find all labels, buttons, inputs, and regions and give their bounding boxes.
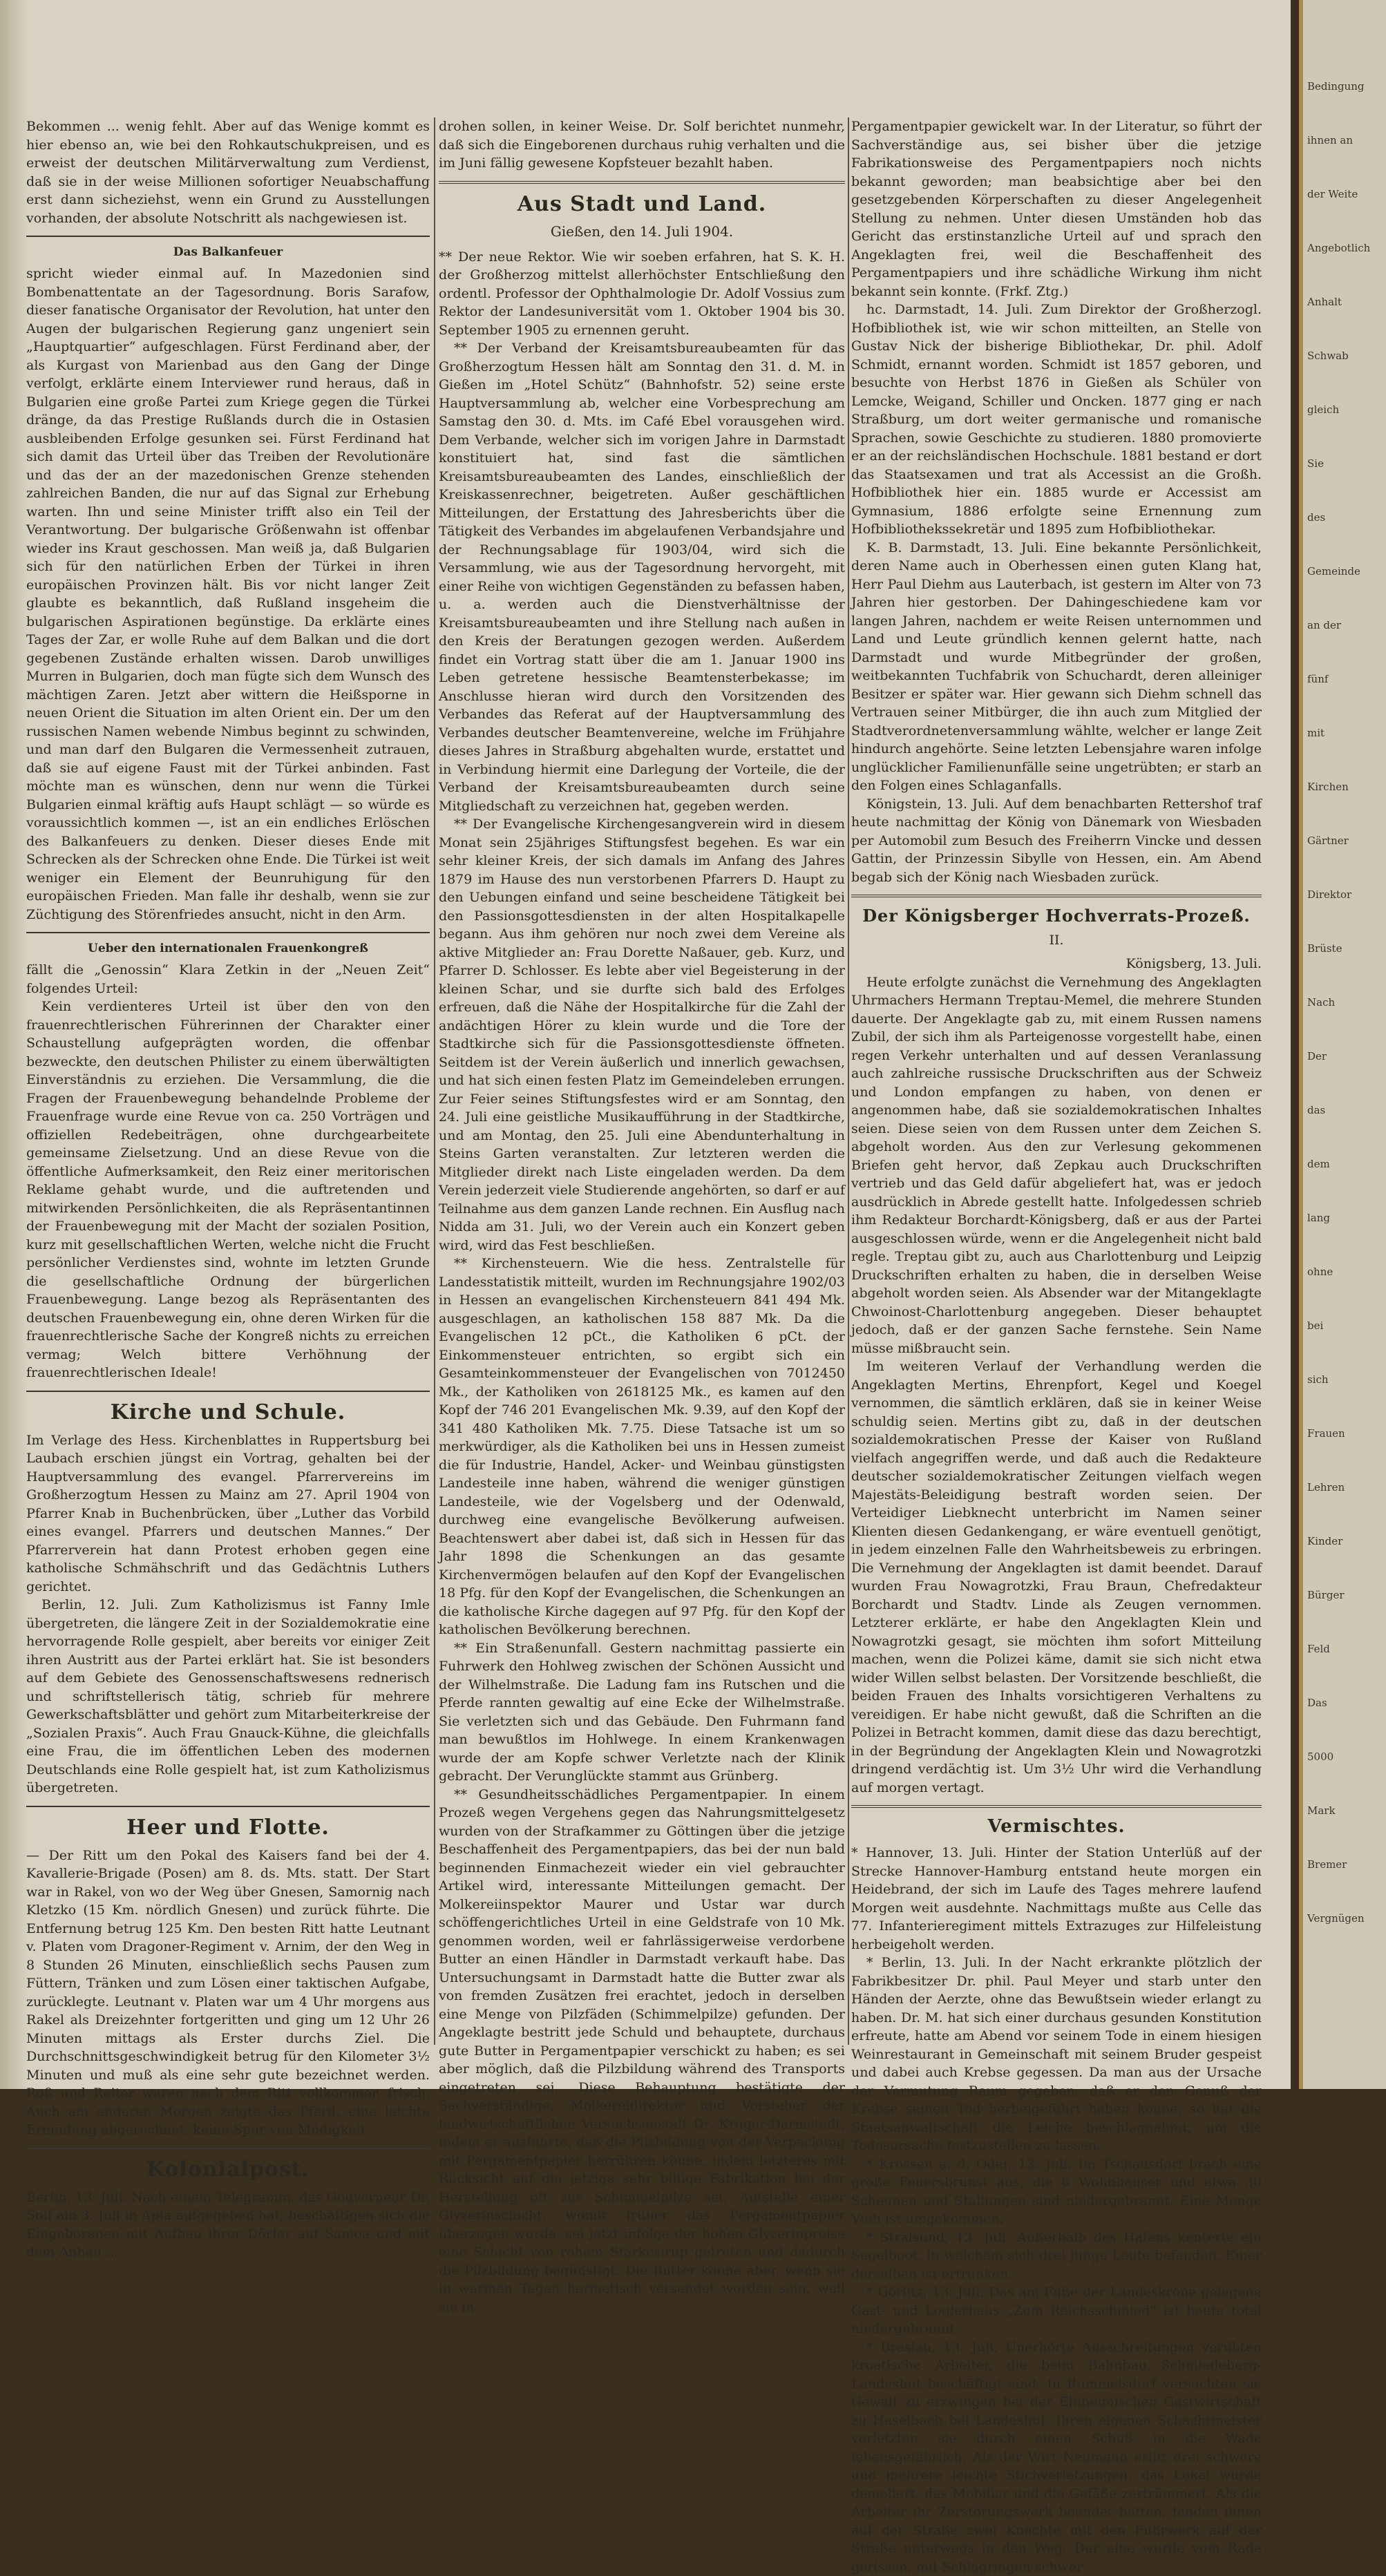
col1-intro: Bekommen ... wenig fehlt. Aber auf das Wenige kommt es hier ebenso an, wie bei den Rohkautschukpreisen, und es erweist der deutschen Militärverwaltung zum Verdienst, daß sie in der weise Millionen sofortiger Neuabschaffung erst dann sicheziehst, wenn ein Grund zu Ausstellungen vorhanden, der absolute Notschritt als nachgewiesen ist. [26,117,430,227]
vermischtes-text-3: * Krossen a. d. Oder, 13. Juli. Im Tschausdorf brach eine große Feuersbrunst aus, die 6 Wohnhäuser und etwa 30 Scheunen und Stallungen sind niedergebrannt. Eine Menge Vieh ist umgekommen. [851,2155,1262,2229]
stadt-heading: Aus Stadt und Land. [439,192,845,216]
kirche-heading: Kirche und Schule. [26,1400,430,1424]
frauen-text-2: Kein verdienteres Urteil ist über den von den frauenrechtlerischen Führerinnen der Charakter einer Schaustellung aufgeprägten worden, die offenbar bezweckte, den deutschen Philister zu einem überwältigten Einverständnis zu erziehen. Die Versammlung, die die Fragen der Frauenbewegung behandelnde Probleme der Frauenfrage wurde eine Revue von ca. 250 Vorträgen und offiziellen Redebeiträgen, ohne durchgearbeitete gemeinsame Zielsetzung. Und an diese Revue von die öffentliche Aufmerksamkeit, den Reiz einer meritorischen Reklame gehabt wurde, und die auftretenden und mitwirkenden Persönlichkeiten, die als Repräsentantinnen der Frauenbewegung mit der Macht der sozialen Position, kurz mit gesellschaftlichen Werten, welche nicht die Frucht persönlicher Verdienstes sind, wohnte im letzten Grunde die gesellschaftliche Ordnung der bürgerlichen Frauenbewegung. Lange bezog als Repräsentanten des deutschen Frauenbewegung ein, ohne deren Wirken für die frauenrechtlerische Sache der Kongreß nichts zu erreichen vermag; Welch bittere Verhöhnung der frauenrechtlerischen Ideale! [26,998,430,1382]
vermischtes-text-5: * Görlitz, 13. Juli. Das am Fuße der Landeskrone gelegene Gast- und Logierhaus „Zum Reichsschmied“ ist heute total niedergebrannt. [851,2283,1262,2338]
adjacent-page-line: Direktor [1303,884,1386,905]
koenigsberg-sub: II. [851,933,1262,948]
adjacent-page-line: das [1303,1100,1386,1120]
col3-intro-3: K. B. Darmstadt, 13. Juli. Eine bekannte Persönlichkeit, deren Name auch in Oberhessen einen guten Klang hat, Herr Paul Diehm aus Lauterbach, ist gestern im Alter von 73 Jahren hier gestorben. Der Dahingeschiedene kam vor langen Jahren, nachdem er weite Reisen unternommen und Land und Leute gründlich kennen gelernt hatte, nach Darmstadt und wurde Mitbegründer der großen, weitbekannten Tuchfabrik von Schuchardt, deren alleiniger Besitzer er später war. Hier gewann sich Diehm schnell das Vertrauen seiner Mitbürger, die ihn auch zum Mitglied der Stadtverordnetenversammlung wählte, welcher er lange Zeit hindurch angehörte. Seine letzten Lebensjahre waren infolge unglücklicher Familienunfälle seine ungetrübten; er starb an den Folgen eines Schlaganfalls. [851,539,1262,795]
adjacent-page-line: Bedingung [1303,76,1386,97]
vermischtes-text-6: * Breslau, 13. Juli. Unerhörte Ausschreitungen verübten kroatische Arbeiter, die beim Bahnbau Schmiedeberg-Landeshut beschäftigt sind. In Rummelsdorf versuchten sie Gewalt zu erzwingen bei der Einheimischen Gastwirtschaft zu Haselbach bei Landeshut. Ihren eigenen Schachtmeister verletzten sie durch einen Schuß in die Wade lebensgefährlich. Als der Wirt Neumann erlitt drei schwere und mehrere leichte Stichverletzungen, das Lokal wurde demoliert, das Mobiliar und die Gefäße zertrümmert. Als die Arbeiter ihr Zerstörungswerk beendet hatten, fanden ihnen auf der Straße zwei Knechte mit den Fuhrwerk auf der Straße unterwegs in den Weg. Der eine wurde vom Rade gerissen, mit Schlagringen schwer [851,2338,1262,2576]
kirche-text-2: Berlin, 12. Juli. Zum Katholizismus ist Fanny Imle übergetreten, die längere Zeit in der Sozialdemokratie eine hervorragende Rolle gespielt, aber bereits vor einiger Zeit ihren Austritt aus der Partei erklärt hat. Sie ist besonders auf dem Gebiete des Genossenschaftswesens rednerisch und schriftstellerisch tätig, schrieb für mehrere Gewerkschaftsblätter und gehört zum Mitarbeiterkreise der „Sozialen Praxis“. Auch Frau Gnauck-Kühne, die gleichfalls eine Frau, die im öffentlichen Leben des modernen Deutschlands eine Rolle gespielt hat, ist zum Katholizismus übergetreten. [26,1596,430,1797]
adjacent-page-line: bei [1303,1315,1386,1336]
heer-text: — Der Ritt um den Pokal des Kaisers fand bei der 4. Kavallerie-Brigade (Posen) am 8. ds. Mts. statt. Der Start war in Rakel, von wo der Weg über Gnesen, Samornig nach Kletzko (15 Km. nördlich Gnesen) und zurück führte. Die Entfernung betrug 125 Km. Den besten Ritt hatte Leutnant v. Platen vom Dragoner-Regiment v. Arnim, der den Weg in 8 Stunden 26 Minuten, einschließlich sechs Pausen zum Füttern, Tränken und zum Lösen einer taktischen Aufgabe, zurücklegte. Leutnant v. Platen war um 4 Uhr morgens aus Rakel als Dreizehnter fortgeritten und ging um 12 Uhr 26 Minuten mittags als Erster durchs Ziel. Die Durchschnittsgeschwindigkeit betrug für den Kilometer 3½ Minuten und muß als eine sehr gute bezeichnet werden. Roß und Reiter waren nach dem Ritt vollkommen frisch. Auch am anderen Morgen zeigte das Pferd, eine leichte Ermüdung abgerechnet, keine Spur von Müdigkeit. [26,1847,430,2139]
vermischtes-text-1: * Hannover, 13. Juli. Hinter der Station Unterlüß auf der Strecke Hannover-Hamburg entstand heute morgen ein Heidebrand, der sich im Laufe des Tages mehrere laufend Morgen weit ausdehnte. Nachmittags mußte aus Celle das 77. Infanterieregiment mittels Extrazuges zur Hilfeleistung herbeigeholt werden. [851,1844,1262,1954]
adjacent-page-line: Kirchen [1303,776,1386,797]
adjacent-page-line: Sie [1303,453,1386,474]
adjacent-page-line: 5000 [1303,1746,1386,1767]
stadt-text-4: ** Kirchensteuern. Wie die hess. Zentralstelle für Landesstatistik mitteilt, wurden im Rechnungsjahre 1902/03 in Hessen an evangelischen Kirchensteuern 841 494 Mk. ausgeschlagen, an katholischen 158 887 Mk. Da die Evangelischen 12 pCt., die Katholiken 6 pCt. der Einkommensteuer entrichten, so ergibt sich ein Gesamteinkommensteuer der Evangelischen von 7012450 Mk., der Katholiken von 2618125 Mk., es kamen auf den Kopf der 746 201 Evangelischen Mk. 9.39, auf den Kopf der 341 480 Katholiken Mk. 7.75. Diese Tatsache ist um so merkwürdiger, als die Katholiken bei uns in Hessen zumeist die für Industrie, Handel, Acker- und Weinbau günstigsten Landesteile inne haben, während die weniger günstigen Landesteile, wie der Vogelsberg und der Odenwald, durchweg eine evangelische Bevölkerung aufweisen. Beachtenswert aber dabei ist, daß sich in Hessen für das Jahr 1898 die Schenkungen an das gesamte Kirchenvermögen belaufen auf den Kopf der Evangelischen 18 Pfg. für den Kopf der Evangelischen, die Schenkungen an die katholische Kirche dagegen auf 97 Pfg. für den Kopf der katholischen Bevölkerung berechnen. [439,1254,845,1639]
stadt-text-6: ** Gesundheitsschädliches Pergamentpapier. In einem Prozeß wegen Vergehens gegen das Nahrungsmittelgesetz wurden von der Strafkammer zu Göttingen über die jetzige Beschaffenheit des Pergamentpapiers, das bei der nun bald beginnenden Einmachezeit wieder ein viel gebrauchter Artikel wird, interessante Mitteilungen gemacht. Der Molkereiinspektor Maurer und Ustar war durch schöffengerichtliches Urteil in eine Geldstrafe von 10 Mk. genommen worden, weil er fahrlässigerweise verdorbene Butter an einen Händler in Darmstadt verkauft habe. Das Untersuchungsamt in Darmstadt hatte die Butter zwar als von fremden Zusätzen frei erachtet, jedoch in derselben eine Menge von Pilzfäden (Schimmelpilze) gefunden. Der Angeklagte bestritt jede Schuld und behauptete, durchaus gute Butter in Pergamentpapier verschickt zu haben; es sei aber möglich, daß die Pilzbildung während des Transports eingetreten sei. Diese Behauptung bestätigte der Sachverständige, Molkereidirektor und Vorsteher der landwirtschaftlichen Versuchsanstalt Dr. Krüger-Darmstadt, indem er ausführte, daß die Pilzbildung von der Verpackung mit Pergamentpapier herrühren könne, indem letzteres mit Rücksicht auf die jetzige sehr billige Fabrikation bei der Herstellung oft zur Schimmelpilze sei. Aufstelle einer Glyzerinschicht, womit früher das Pergamentpapier überzogen wurde, sei jetzt infolge der hohen Glyzerinpreise eine Schicht von rohem Stärkesirup getreten und dadurch die Pilzbildung begünstigt. Die Butter könne aber, wenn sie in warmen Tagen hermetisch versendet worden sein, weil sie in [439,1786,845,2317]
adjacent-page-line: Lehren [1303,1477,1386,1498]
adjacent-page-line: Das [1303,1692,1386,1713]
adjacent-page-line: Brüste [1303,938,1386,959]
adjacent-page-line: Frauen [1303,1423,1386,1444]
adjacent-page-line: Bremer [1303,1854,1386,1875]
column-2 [439,117,845,2052]
adjacent-page-line: Gemeinde [1303,561,1386,582]
column-rule [848,117,849,2045]
divider [26,236,430,237]
col3-intro-1: Pergamentpapier gewickelt war. In der Literatur, so führt der Sachverständige aus, sei bisher über die jetzige Fabrikationsweise des Pergamentpapiers noch nichts bekannt geworden; man beabsichtige aber bei den gesetzgebenden Körperschaften zu dieser Angelegenheit Stellung zu nehmen. Unter diesen Umständen hob das Gericht das erstinstanzliche Urteil auf und sprach den Angeklagten frei, weil die Beschaffenheit des Pergamentpapiers und ihre schädliche Wirkung ihm nicht bekannt sein konnte. (Frkf. Ztg.) [851,117,1262,300]
adjacent-page-line: Schwab [1303,345,1386,366]
adjacent-page-line: Nach [1303,992,1386,1013]
adjacent-page-line: Vergnügen [1303,1908,1386,1929]
stadt-text-1: ** Der neue Rektor. Wie wir soeben erfahren, hat S. K. H. der Großherzog mittelst allerhöchster Entschließung den ordentl. Professor der Ophthalmologie Dr. Adolf Vossius zum Rektor der Landesuniversität vom 1. Oktober 1904 bis 30. September 1905 zu ernennen geruht. [439,248,845,340]
stadt-text-2: ** Der Verband der Kreisamtsbureaubeamten für das Großherzogtum Hessen hält am Sonntag den 31. d. M. in Gießen im „Hotel Schütz“ (Bahnhofstr. 52) seine erste Hauptversammlung ab, welcher eine Vorbesprechung am Samstag den 30. d. Mts. im Café Ebel vorausgehen wird. Dem Verbande, welcher sich im vorigen Jahre in Darmstadt konstituiert hat, sind fast die sämtlichen Kreisamtsbureaubeamten des Landes, einschließlich der Kreiskassenrechner, beigetreten. Außer geschäftlichen Mitteilungen, der Erstattung des Jahresberichts über die Tätigkeit des Verbandes im abgelaufenen Verbandsjahre und der Rechnungsablage für 1903/04, wird sich die Versammlung, wie aus der Tagesordnung hervorgeht, mit einer Reihe von wichtigen Gegenständen zu befassen haben, u. a. werden auch die Dienstverhältnisse der Kreisamtsbureaubeamten und ihre Stellung nach außen in den Kreis der Beratungen gezogen werden. Außerdem findet ein Vortrag statt über die am 1. Januar 1900 ins Leben getretene hessische Beamtensterbekasse; im Anschlusse hieran wird durch den Vorsitzenden des Verbandes das Referat auf der Hauptversammlung des Verbandes deutscher Beamtenvereine, welche im Frühjahre dieses Jahres in Straßburg abgehalten wurde, erstattet und in Verbindung hiermit eine Darlegung der Vorteile, die der Verband der Kreisamtsbureaubeamten durch seine Mitgliedschaft zu verzeichnen hat, gegeben werden. [439,339,845,815]
adjacent-page-line: Angebotlich [1303,238,1386,258]
adjacent-page-line: Kinder [1303,1531,1386,1552]
koenigsberg-text-1: Heute erfolgte zunächst die Vernehmung des Angeklagten Uhrmachers Hermann Treptau-Memel, die mehrere Stunden dauerte. Der Angeklagte gab zu, mit einem Russen namens Zubil, der sich ihm als Parteigenosse vorgestellt habe, einen regen Verkehr unterhalten und auf dessen Veranlassung auch zahlreiche russische Druckschriften aus der Schweiz und London empfangen zu haben, von denen er angenommen habe, daß sie sozialdemokratischen Inhaltes seien. Diese seien von dem Russen unter dem Zeichen S. abgeholt worden. Aus den zur Verlesung gekommenen Briefen geht hervor, daß Zepkau auch Druckschriften vertrieb und das Geld dafür abgeliefert hat, was er jedoch ausdrücklich in Abrede gestellt hatte. Infolgedessen schrieb ihm Redakteur Borchardt-Königsberg, daß er aus der Partei ausgeschlossen würde, wenn er die Angelegenheit nicht bald regle. Treptau gibt zu, auch aus Charlottenburg und Leipzig Druckschriften erhalten zu haben, die in derselben Weise abgeholt worden seien. Als Absender war der Mitangeklagte Chwoinost-Charlottenburg angegeben. Dieser behauptet jedoch, daß er der ganzen Sache fernstehe. Sein Name müsse mißbraucht sein. [851,973,1262,1358]
adjacent-page-line: Mark [1303,1800,1386,1821]
col3-intro-4: Königstein, 13. Juli. Auf dem benachbarten Rettershof traf heute nachmittag der König von Dänemark von Wiesbaden per Automobil zum Besuch des Freiherrn Vincke und dessen Gattin, der Prinzessin Sibylle von Hessen, ein. Am Abend begab sich der König nach Wiesbaden zurück. [851,795,1262,887]
balkan-text: spricht wieder einmal auf. In Mazedonien sind Bombenattentate an der Tagesordnung. Boris Sarafow, dieser fanatische Organisator der Revolution, hat unter den Augen der bulgarischen Regierung ganz ungeniert sein „Hauptquartier“ aufgeschlagen. Fürst Ferdinand aber, der als Kurgast von Marienbad aus den Gang der Dinge verfolgt, erklärte einem Interviewer rund heraus, daß in Bulgarien eine große Partei zum Kriege gegen die Türkei dränge, da das Prestige Rußlands durch die in Ostasien ausbleibenden Erfolge gesunken sei. Fürst Ferdinand hat sich damit das Urteil über das Treiben der Revolutionäre und das der an der mazedonischen Grenze stehenden zahlreichen Banden, die nur auf das Signal zur Erhebung warten. Ihn und seine Minister trifft also ein Teil der Verantwortung. Der bulgarische Größenwahn ist offenbar wieder ins Kraut geschossen. Man weiß ja, daß Bulgarien sich für den natürlichen Erben der Türkei in ihren europäischen Provinzen hält. Bis vor nicht langer Zeit glaubte es bekanntlich, daß Rußland insgeheim die bulgarischen Aspirationen begünstige. Da erklärte eines Tages der Zar, er wolle Ruhe auf dem Balkan und die dort gegebenen Zustände erhalten wissen. Darob unwilliges Murren in Bulgarien, doch man fügte sich dem Wunsch des mächtigen Zaren. Jetzt aber wittern die Heißsporne in neuen Orient die Situation im alten Orient ein. Der um den russischen Namen webende Nimbus beginnt zu schwinden, und man darf den Bulgaren die Vermessenheit zutrauen, daß sie auf eigene Faust mit der Türkei anbinden. Fast möchte man es wünschen, denn nur wenn die Türkei Bulgarien einmal kräftig aufs Haupt schlägt — so würde es voraussichtlich kommen —, ist an ein endliches Erlöschen des Balkanfeuers zu denken. Dieser dieses Ende mit Schrecken als der Schrecken ohne Ende. Die Türkei ist weit weniger ein Element der Beunruhigung für den europäischen Frieden. Man falle ihr deshalb, wenn sie zur Züchtigung des Störenfriedes ansucht, nicht in den Arm. [26,265,430,924]
adjacent-page-line: ohne [1303,1261,1386,1282]
divider [26,932,430,933]
heer-heading: Heer und Flotte. [26,1815,430,1840]
adjacent-page-line: Feld [1303,1639,1386,1659]
adjacent-page-line: Anhalt [1303,292,1386,312]
adjacent-page-line: ihnen an [1303,130,1386,151]
divider [26,2148,430,2149]
divider [26,1391,430,1392]
adjacent-page-line: sich [1303,1369,1386,1390]
frauen-heading: Ueber den internationalen Frauenkongreß [26,942,430,955]
dateline: Gießen, den 14. Juli 1904. [439,223,845,240]
koenigsberg-heading: Der Königsberger Hochverrats-Prozeß. [851,906,1262,926]
divider [439,181,845,184]
kolonial-text: Berlin, 13. Juli. Nach einem Telegramm, das Gouverneur Dr. Solf am 3. Juli in Apia aufgegeben hat, beschäftigen sich die Eingeborenen mit Aufbau ihrer Dörfer auf Samoa und mit dem Anbau ... [26,2188,430,2262]
balkan-heading: Das Balkanfeuer [26,245,430,259]
kolonial-heading: Kolonialpost. [26,2157,430,2182]
divider [851,1805,1262,1808]
stadt-text-5: ** Ein Straßenunfall. Gestern nachmittag passierte ein Fuhrwerk den Hohlweg zwischen der Schönen Aussicht und der Wilhelmstraße. Die Ladung fam ins Rutschen und die Pferde rannten gewaltig auf eine Ecke der Wilhelmstraße. Sie verletzten sich und das Gebäude. Den Fuhrmann fand man bewußtlos im Hohlwege. In einem Krankenwagen wurde der am Kopfe schwer Verletzte nach der Klinik gebracht. Der Verunglückte stammt aus Grünberg. [439,1639,845,1786]
adjacent-page-line: gleich [1303,399,1386,420]
vermischtes-text-4: * Stralsund, 13. Juli. Außerhalb des Hafens kenterte ein Segelboot, in welchem sich drei junge Leute befanden. Einer derselben ist ertrunken. [851,2229,1262,2284]
adjacent-page-line: des [1303,507,1386,528]
col2-intro: drohen sollen, in keiner Weise. Dr. Solf berichtet nunmehr, daß sich die Eingeborenen durchaus ruhig verhalten und die im Juni fällig gewesene Kopfsteuer bezahlt haben. [439,117,845,173]
divider [851,895,1262,897]
koenigsberg-text-2: Im weiteren Verlauf der Verhandlung werden die Angeklagten Mertins, Ehrenpfort, Kegel und Koegel vernommen, die sämtlich erklären, daß sie in keiner Weise schuldig seien. Mertins gibt zu, daß in der deutschen sozialdemokratischen Presse der Kaiser von Rußland vielfach angegriffen werde, und daß auch die Redakteure deutscher sozialdemokratischer Zeitungen vielfach wegen Majestäts-Beleidigung bestraft worden seien. Der Verteidiger Liebknecht unterbricht im Namen seiner Klienten diesen Gedankengang, er wäre eventuell genötigt, in jedem einzelnen Falle den Wahrheitsbeweis zu erbringen. Die Vernehmung der Angeklagten ist damit beendet. Darauf wurden Frau Nowagrotzki, Frau Braun, Chefredakteur Borchardt und Stadtv. Linde als Zeugen vernommen. Letzterer erklärte, er habe den Angeklagten Klein und Nowagrotzki gesagt, sie möchten ihm sofort Mitteilung machen, wenn die Polizei käme, damit sie sich nicht etwa wider Willen selbst belasten. Der Vorsitzende beschließt, die beiden Frauen des Inhalts vorsichtigeren Verhaltens zu vereidigen. Er habe nicht gewußt, daß die Schriften an die Polizei in Betracht kommen, damit diese das dazu berechtigt, in der Begründung der Angeklagten Klein und Nowagrotzki dringend verdächtig ist. Um 3½ Uhr wird die Verhandlung auf morgen vertagt. [851,1357,1262,1797]
adjacent-page-line: Der [1303,1046,1386,1067]
column-3 [851,117,1262,2052]
frauen-text-1: fällt die „Genossin“ Klara Zetkin in der „Neuen Zeit“ folgendes Urteil: [26,961,430,998]
page-edge [0,0,28,2089]
divider [26,1806,430,1807]
adjacent-page-line: an der [1303,615,1386,636]
vermischtes-heading: Vermischtes. [851,1816,1262,1837]
adjacent-page-line: mit [1303,723,1386,743]
col3-intro-2: hc. Darmstadt, 14. Juli. Zum Direktor der Großherzogl. Hofbibliothek ist, wie wir schon mitteilten, an Stelle von Gustav Nick der bisherige Bibliothekar, Dr. phil. Adolf Schmidt, ernannt worden. Schmidt ist 1857 geboren, und besuchte von Herbst 1876 in Gießen als Schüler von Lemcke, Weigand, Schiller und Oncken. 1877 ging er nach Straßburg, um dort weiter germanische und romanische Sprachen, sowie Geschichte zu studieren. 1880 promovierte er an der reichsländischen Hochschule. 1881 bestand er dort das Staatsexamen und trat als Accessist an die Großh. Hofbibliothek hier ein. 1885 wurde er Accessist am Gymnasium, 1886 erfolgte seine Ernennung zum Hofbibliothekssekretär und 1895 zum Hofbibliothekar. [851,300,1262,539]
adjacent-page-line: Gärtner [1303,830,1386,851]
adjacent-page-strip [1299,0,1386,2089]
column-1 [26,117,430,2052]
kirche-text-1: Im Verlage des Hess. Kirchenblattes in Ruppertsburg bei Laubach erschien jüngst ein Vortrag, gehalten bei der Hauptversammlung des evangel. Pfarrervereins im Großherzogtum Hessen zu Mainz am 27. April 1904 von Pfarrer Knab in Buchenbrücken, über „Luther das Vorbild eines evangel. Pfarrers und deutschen Mannes.“ Der Pfarrerverein hat dann Protest erhoben gegen eine katholische Schmähschrift und das Gedächtnis Luthers gerichtet. [26,1431,430,1596]
adjacent-page-line: der Weite [1303,184,1386,204]
column-rule [434,117,435,2045]
stadt-text-3: ** Der Evangelische Kirchengesangverein wird in diesem Monat sein 25jähriges Stiftungsfest begehen. Es war ein sehr kleiner Kreis, der sich damals im Anfang des Jahres 1879 im Hause des nun verstorbenen Pfarrers D. Haupt zu den Uebungen einfand und seine bescheidene Tätigkeit bei den Passionsgottesdiensten in der alten Hospitalkapelle begann. Aus ihm gehören nur noch zwei dem Vereine als aktive Mitglieder an: Frau Dorette Naßauer, geb. Kurz, und Pfarrer D. Schlosser. Es lebte aber viel Begeisterung in der kleinen Schar, und sie durfte sich bald des Erfolges erfreuen, daß die Nähe der Hospitalkirche für die Zahl der andächtigen Hörer zu klein wurde und die Tore der Stadtkirche sich für die Passionsgottesdienste öffneten. Seitdem ist der Verein äußerlich und innerlich gewachsen, und hat sich einen festen Platz im Gemeindeleben errungen. Zur Feier seines Stiftungsfestes wird er am Sonntag, den 24. Juli eine geistliche Musikaufführung in der Stadtkirche, und am Montag, den 25. Juli eine Abendunterhaltung in Steins Garten veranstalten. Zur letzteren werden die Mitglieder direkt nach Liste eingeladen werden. Da dem Verein jederzeit viele Studierende angehörten, so darf er auf Teilnahme aus dem ganzen Lande rechnen. Ein Ausflug nach Nidda am 31. Juli, wo der Verein auch ein Konzert geben wird, wird das Fest beschließen. [439,815,845,1254]
adjacent-page-line: dem [1303,1154,1386,1174]
adjacent-page-line: fünf [1303,669,1386,689]
vermischtes-text-2: * Berlin, 13. Juli. In der Nacht erkrankte plötzlich der Fabrikbesitzer Dr. phil. Paul Meyer und starb unter den Händen der Aerzte, ohne das Bewußtsein wieder erlangt zu haben. Dr. M. hat sich einer durchaus gesunden Konstitution erfreute, hatte am Abend vor seinem Tode in einem hiesigen Weinrestaurant in Gemeinschaft mit seinem Bruder gespeist und dabei auch Krebse gegessen. Da man aus der Ursache der Vermutung Raum gegeben, daß er den Genuß der Krebse seinen Tod herbeigeführt haben könne, so hat die Staatsanwaltschaft die Leiche beschlagnahmt, um die Todesursache festzustellen zu lassen. [851,1954,1262,2155]
adjacent-page-line: lang [1303,1208,1386,1228]
adjacent-page-line: Bürger [1303,1585,1386,1605]
koenigsberg-dateline: Königsberg, 13. Juli. [851,955,1262,973]
